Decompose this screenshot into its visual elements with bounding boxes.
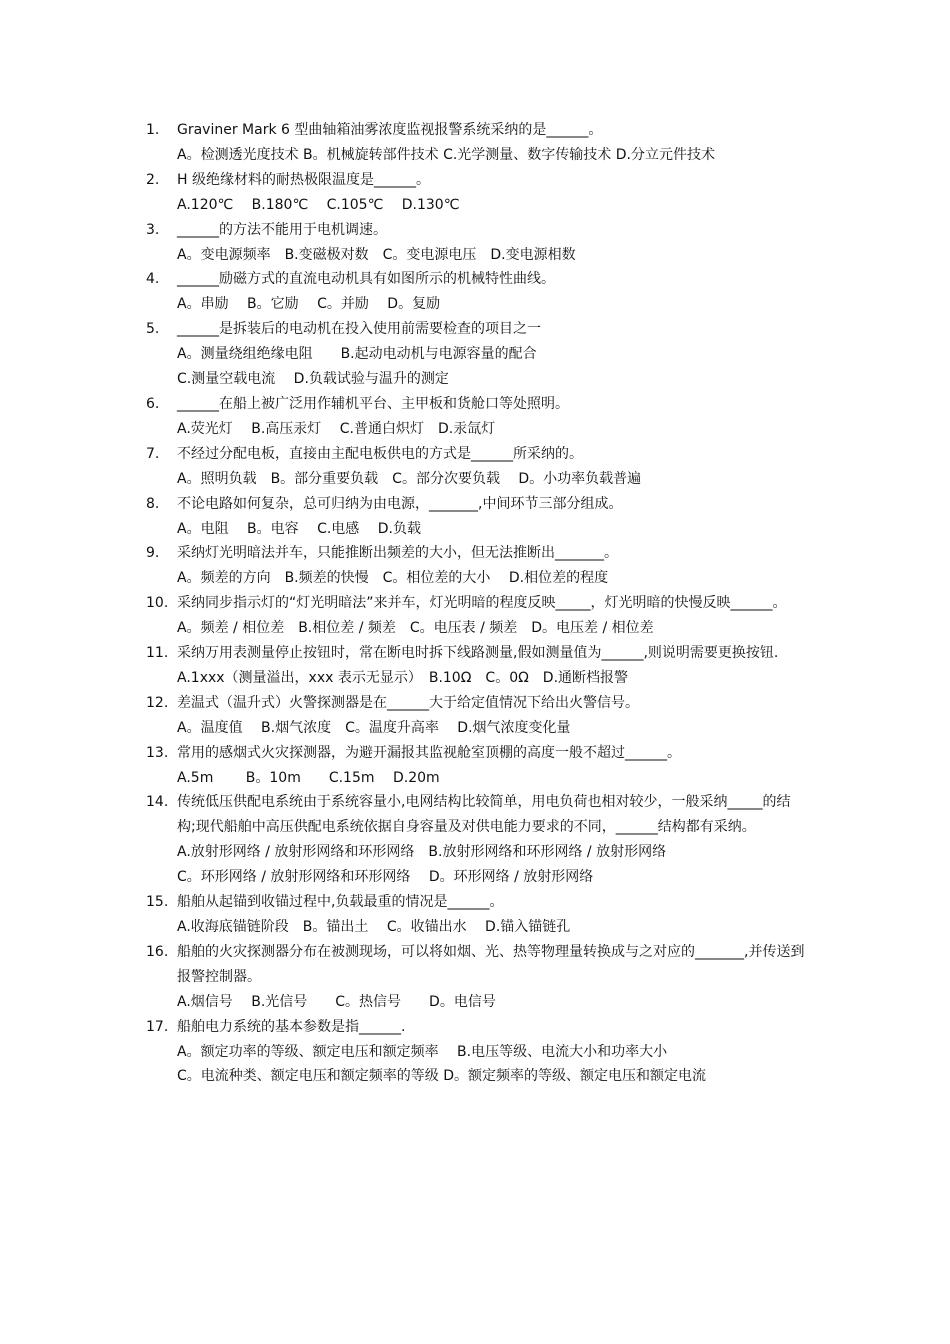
- answer-options: A.放射形网络 / 放射形网络和环形网络 B.放射形网络和环形网络 / 放射形网络: [177, 844, 667, 861]
- question-10: [0, 591, 809, 641]
- question-16: [0, 940, 809, 1015]
- answer-options: A。温度值 B.烟气浓度 C。温度升高率 D.烟气浓度变化量: [177, 719, 571, 736]
- question-text: ______的方法不能用于电机调速。: [177, 221, 387, 238]
- answer-options: A.1xxx（测量溢出，xxx 表示无显示） B.10Ω C。0Ω D.通断档报警: [177, 669, 629, 686]
- question-number: 13.: [146, 744, 169, 761]
- answer-options: A。额定功率的等级、额定电压和额定频率 B.电压等级、电流大小和功率大小: [177, 1043, 668, 1060]
- question-number: 12.: [146, 694, 169, 711]
- question-5: [0, 317, 809, 392]
- question-6: [0, 392, 809, 442]
- answer-options: A.烟信号 B.光信号 C。热信号 D。电信号: [177, 993, 496, 1010]
- question-text: 船舶的火灾探测器分布在被测现场，可以将如烟、光、热等物理量转换成与之对应的_______,并传送到报警控制器。: [177, 943, 805, 985]
- question-17: [0, 1015, 809, 1090]
- question-12: [0, 691, 809, 741]
- answer-options: A。串励 B。它励 C。并励 D。复励: [177, 296, 441, 313]
- question-7: [0, 442, 809, 492]
- answer-options: A.荧光灯 B.高压汞灯 C.普通白炽灯 D.汞氙灯: [177, 420, 496, 437]
- answer-options: A.120℃ B.180℃ C.105℃ D.130℃: [177, 196, 460, 213]
- answer-options: A。频差的方向 B.频差的快慢 C。相位差的大小 D.相位差的程度: [177, 570, 609, 587]
- question-number: 17.: [146, 1018, 169, 1035]
- question-text: 采纳同步指示灯的“灯光明暗法”来并车，灯光明暗的程度反映_____，灯光明暗的快慢反映______。: [177, 595, 787, 612]
- question-13: [0, 741, 809, 791]
- question-number: 7.: [146, 445, 160, 462]
- answer-options: A。电阻 B。电容 C.电感 D.负载: [177, 520, 421, 537]
- answer-options: C.测量空载电流 D.负载试验与温升的测定: [177, 371, 449, 388]
- question-text: 差温式（温升式）火警探测器是在______大于给定值情况下给出火警信号。: [177, 694, 639, 711]
- question-number: 15.: [146, 894, 169, 911]
- question-number: 16.: [146, 943, 169, 960]
- question-14: [0, 790, 809, 890]
- answer-options: A。检测透光度技术 B。机械旋转部件技术 C.光学测量、数字传输技术 D.分立元件技术: [177, 146, 715, 163]
- question-number: 14.: [146, 794, 169, 811]
- question-8: [0, 492, 809, 542]
- question-text: H 级绝缘材料的耐热极限温度是______。: [177, 171, 430, 188]
- question-text: 船舶电力系统的基本参数是指______.: [177, 1018, 406, 1035]
- question-text: Graviner Mark 6 型曲轴箱油雾浓度监视报警系统采纳的是______。: [177, 122, 603, 138]
- question-text: ______励磁方式的直流电动机具有如图所示的机械特性曲线。: [177, 271, 555, 288]
- question-3: [0, 218, 809, 268]
- question-number: 9.: [146, 545, 160, 562]
- question-text: 传统低压供配电系统由于系统容量小,电网结构比较简单，用电负荷也相对较少，一般采纳_____的结构;现代船舶中高压供配电系统依据自身容量及对供电能力要求的不同，______结构都有采纳。: [177, 794, 791, 836]
- question-text: 船舶从起锚到收锚过程中,负载最重的情况是______。: [177, 894, 504, 911]
- answer-options: A。变电源频率 B.变磁极对数 C。变电源电压 D.变电源相数: [177, 246, 576, 263]
- answer-options: A。频差 / 相位差 B.相位差 / 频差 C。电压表 / 频差 D。电压差 / 相位差: [177, 620, 654, 637]
- question-text: 不经过分配电板，直接由主配电板供电的方式是______所采纳的。: [177, 445, 583, 462]
- question-11: [0, 641, 809, 691]
- answer-options: A。测量绕组绝缘电阻 B.起动电动机与电源容量的配合: [177, 346, 537, 363]
- answer-options: C。电流种类、额定电压和额定频率的等级 D。额定频率的等级、额定电压和额定电流: [177, 1068, 707, 1085]
- question-number: 2.: [146, 171, 160, 188]
- question-9: [0, 541, 809, 591]
- question-text: ______在船上被广泛用作辅机平台、主甲板和货舱口等处照明。: [177, 395, 569, 412]
- question-15: [0, 890, 809, 940]
- answer-options: A.收海底锚链阶段 B。锚出土 C。收锚出水 D.锚入锚链孔: [177, 919, 571, 935]
- answer-options: A.5m B。10m C.15m D.20m: [177, 769, 440, 786]
- question-text: 采纳灯光明暗法并车，只能推断出频差的大小，但无法推断出_______。: [177, 545, 618, 562]
- question-4: [0, 267, 809, 317]
- question-text: ______是拆装后的电动机在投入使用前需要检查的项目之一: [177, 321, 541, 338]
- question-2: [0, 168, 809, 218]
- question-number: 8.: [146, 495, 160, 512]
- question-number: 1.: [146, 122, 160, 138]
- question-number: 5.: [146, 321, 160, 338]
- answer-options: C。环形网络 / 放射形网络和环形网络 D。环形网络 / 放射形网络: [177, 869, 594, 886]
- question-number: 10.: [146, 595, 169, 612]
- question-number: 11.: [146, 645, 169, 662]
- answer-options: A。照明负载 B。部分重要负载 C。部分次要负载 D。小功率负载普遍: [177, 470, 642, 487]
- question-text: 采纳万用表测量停止按钮时，常在断电时拆下线路测量,假如测量值为______,则说明需要更换按钮.: [177, 645, 779, 662]
- question-number: 4.: [146, 271, 160, 288]
- question-1: [0, 118, 809, 168]
- question-number: 6.: [146, 395, 160, 412]
- question-text: 常用的感烟式火灾探测器，为避开漏报其监视舱室顶棚的高度一般不超过______。: [177, 744, 681, 761]
- question-number: 3.: [146, 221, 160, 238]
- question-text: 不论电路如何复杂，总可归纳为由电源，_______,中间环节三部分组成。: [177, 495, 623, 512]
- document-page: [0, 118, 950, 1089]
